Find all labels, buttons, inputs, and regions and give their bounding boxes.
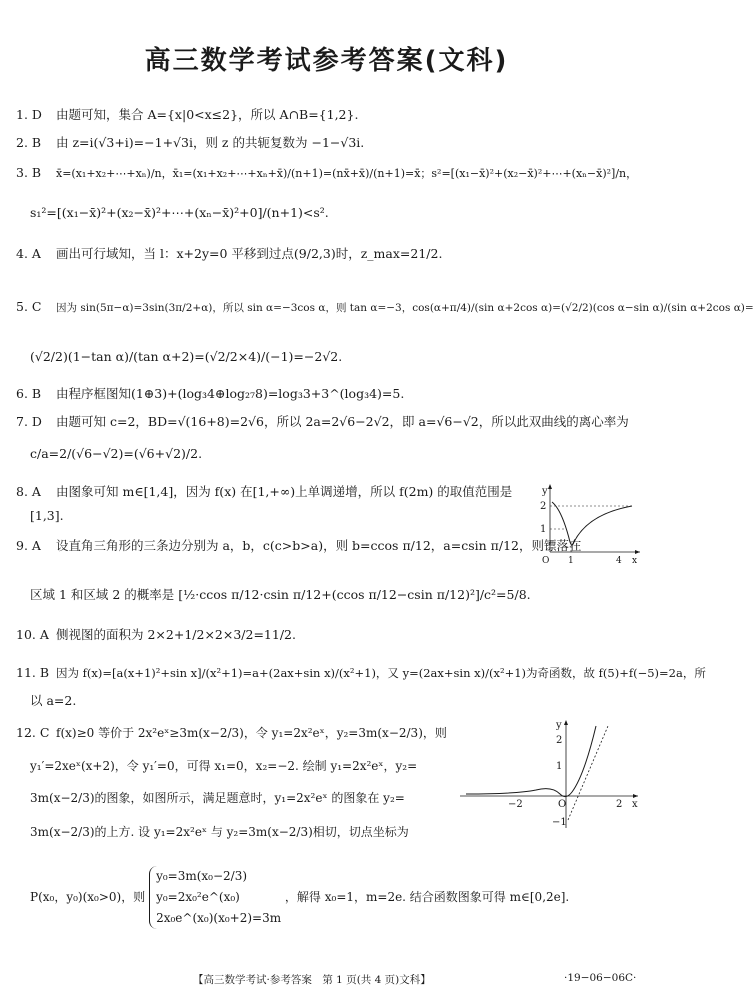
- answer-11-cont: 以 a=2.: [30, 693, 77, 708]
- y-tick: −1: [552, 817, 567, 828]
- x-label: x: [632, 556, 638, 566]
- answer-number: 2. B: [16, 135, 42, 150]
- answer-text: 由题可知 c=2，BD=√(16+8)=2√6，所以 2a=2√6−2√2，即 a=√6−√2，所以此双曲线的离心率为: [56, 414, 629, 429]
- y-tick: 2: [540, 501, 547, 512]
- answer-number: 10. A: [16, 627, 49, 642]
- y-tick: 1: [556, 761, 563, 772]
- answer-number: 6. B: [16, 386, 42, 401]
- origin-label: O: [542, 556, 550, 566]
- answer-3: [16, 164, 638, 182]
- figure-q12: [456, 716, 642, 834]
- answer-9: [16, 537, 638, 554]
- answer-number: 12. C: [16, 725, 50, 740]
- page-title: 高三数学考试参考答案(文科): [144, 46, 509, 76]
- x-label: x: [632, 799, 638, 810]
- answer-text: 由图象可知 m∈[1,4]，因为 f(x) 在[1,+∞)上单调递增，所以 f(2m) 的取值范围是: [56, 484, 513, 499]
- answer-7: [16, 413, 638, 430]
- answer-text: 设直角三角形的三条边分别为 a，b，c(c>b>a)，则 b=ccos π/12，a=csin π/12，则镖落在: [56, 538, 582, 553]
- answer-text: x̄=(x₁+x₂+⋯+xₙ)/n，x̄₁=(x₁+x₂+⋯+xₙ+x̄)/(n+1)=(nx̄+x̄)/(n+1)=x̄；s²=[(x₁−x̄)²+(x₂−x̄)²+⋯+(xₙ−x̄)²]/n，: [56, 167, 638, 180]
- answer-5: [16, 298, 754, 317]
- answer-text: 由程序框图知(1⊕3)+(log₃4⊕log₂₇8)=log₃3+3^(log₃4)=5.: [56, 386, 405, 401]
- equation: y₀=2x₀²e^(x₀): [156, 890, 240, 904]
- answer-12-result: ，解得 x₀=1，m=2e. 结合函数图象可得 m∈[0,2e].: [284, 890, 570, 904]
- origin-label: O: [558, 799, 567, 810]
- answer-text: 因为 sin(5π−α)=3sin(3π/2+α)，所以 sin α=−3cos α，则 tan α=−3，cos(α+π/4)/(sin α+2cos α)=(√2/2)(cos α−sin α)/(sin α+2cos α)=: [56, 302, 754, 314]
- answer-7-cont: c/a=2/(√6−√2)=(√6+√2)/2.: [30, 446, 203, 461]
- x-tick: −2: [508, 799, 523, 810]
- answer-number: 7. D: [16, 414, 42, 429]
- x-tick: 2: [616, 799, 623, 810]
- answer-4: [16, 245, 638, 262]
- answer-12-system: [30, 866, 569, 929]
- y-tick: 1: [540, 524, 547, 535]
- answer-text: 画出可行域知，当 l：x+2y=0 平移到过点(9/2,3)时，z_max=21/2.: [56, 246, 443, 261]
- equation: 2x₀e^(x₀)(x₀+2)=3m: [156, 911, 282, 925]
- answer-number: 1. D: [16, 107, 42, 122]
- answer-12-cont: 3m(x−2/3)的图象，如图所示，满足题意时，y₁=2x²eˣ 的图象在 y₂=: [30, 791, 405, 805]
- footer-page-info: 【高三数学考试·参考答案 第 1 页(共 4 页)文科】: [193, 974, 431, 986]
- answer-5-cont: (√2/2)(1−tan α)/(tan α+2)=(√2/2×4)/(−1)=−2√2.: [30, 349, 343, 364]
- answer-12: [16, 724, 446, 742]
- answer-1: [16, 106, 638, 123]
- answer-2: [16, 134, 638, 151]
- answer-12-cont: 3m(x−2/3)的上方. 设 y₁=2x²eˣ 与 y₂=3m(x−2/3)相切，切点坐标为: [30, 825, 409, 839]
- answer-text: 侧视图的面积为 2×2+1/2×2×3/2=11/2.: [56, 627, 296, 642]
- answer-10: [16, 626, 638, 643]
- equation-system: [149, 866, 281, 929]
- footer-code: ·19−06−06C·: [564, 972, 637, 984]
- answer-6: [16, 385, 638, 402]
- answer-text: 由题可知，集合 A={x|0<x≤2}，所以 A∩B={1,2}.: [56, 107, 359, 122]
- y-label: y: [542, 486, 548, 497]
- answer-9-cont: 区域 1 和区域 2 的概率是 [½·ccos π/12·csin π/12+(ccos π/12−csin π/12)²]/c²=5/8.: [30, 587, 531, 602]
- tangent-line: [568, 726, 608, 820]
- answer-11: [16, 664, 706, 682]
- answer-text: 由 z=i(√3+i)=−1+√3i，则 z 的共轭复数为 −1−√3i.: [56, 135, 365, 150]
- answer-number: 3. B: [16, 165, 42, 180]
- x-tick: 4: [616, 556, 622, 566]
- answer-number: 4. A: [16, 246, 41, 261]
- answer-number: 9. A: [16, 538, 41, 553]
- answer-text: 因为 f(x)=[a(x+1)²+sin x]/(x²+1)=a+(2ax+sin x)/(x²+1)，又 y=(2ax+sin x)/(x²+1)为奇函数，故 f(5)+f(−5)=2a，所: [56, 666, 706, 680]
- answer-number: 11. B: [16, 665, 50, 680]
- answer-3-cont: s₁²=[(x₁−x̄)²+(x₂−x̄)²+⋯+(xₙ−x̄)²+0]/(n+1)<s².: [30, 205, 329, 220]
- answer-number: 5. C: [16, 299, 42, 314]
- equation: y₀=3m(x₀−2/3): [156, 869, 248, 883]
- answer-12-cont: y₁′=2xeˣ(x+2)，令 y₁′=0，可得 x₁=0，x₂=−2. 绘制 y₁=2x²eˣ，y₂=: [30, 759, 418, 773]
- curve: [466, 726, 596, 797]
- answer-number: 8. A: [16, 484, 41, 499]
- x-tick: 1: [568, 556, 574, 566]
- answer-8-cont: [1,3].: [30, 508, 64, 523]
- answer-12-point: P(x₀，y₀)(x₀>0)，则: [30, 890, 146, 904]
- answer-text: f(x)≥0 等价于 2x²eˣ≥3m(x−2/3)，令 y₁=2x²eˣ，y₂=3m(x−2/3)，则: [56, 726, 447, 740]
- y-label: y: [556, 720, 562, 731]
- y-tick: 2: [556, 735, 563, 746]
